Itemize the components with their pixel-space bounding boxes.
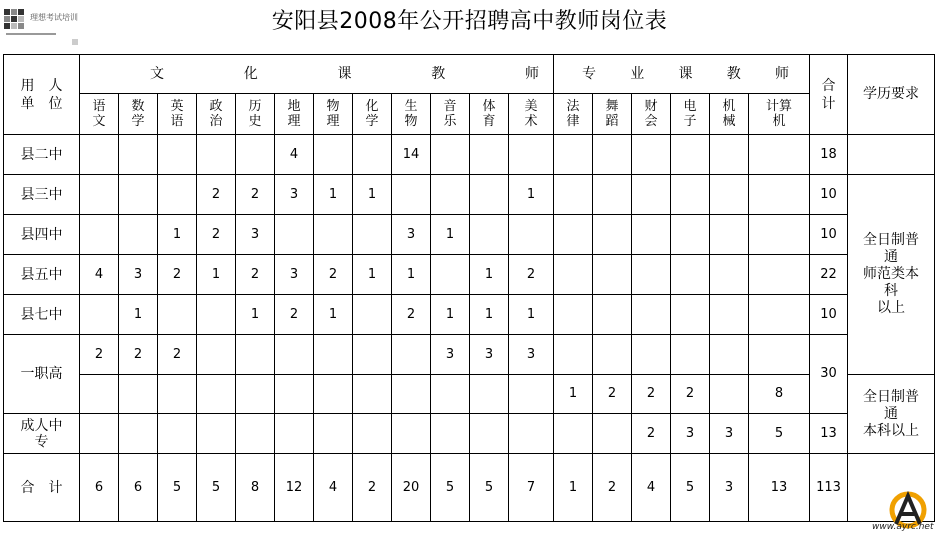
table-cell: 2 (158, 335, 197, 375)
table-cell: 2 (314, 255, 353, 295)
table-cell: 1 (431, 295, 470, 335)
row-unit: 合 计 (4, 454, 80, 522)
table-cell: 6 (80, 454, 119, 522)
table-cell (749, 215, 810, 255)
recruitment-table (3, 54, 935, 522)
row-total: 10 (810, 295, 848, 335)
table-cell: 3 (470, 335, 509, 375)
row-total: 22 (810, 255, 848, 295)
row-unit: 县二中 (4, 135, 80, 175)
table-cell (119, 215, 158, 255)
unit-header: 用 人 单 位 (4, 55, 80, 135)
subject-header: 美 术 (509, 94, 554, 135)
table-cell (392, 414, 431, 454)
table-cell (80, 295, 119, 335)
table-cell: 2 (392, 295, 431, 335)
table-cell (593, 215, 632, 255)
watermark-logo-icon (868, 488, 938, 540)
table-cell (119, 375, 158, 414)
subject-header: 数 学 (119, 94, 158, 135)
table-cell (353, 295, 392, 335)
table-cell: 13 (749, 454, 810, 522)
table-cell (632, 215, 671, 255)
table-cell (749, 135, 810, 175)
table-cell: 1 (314, 295, 353, 335)
table-cell: 3 (710, 414, 749, 454)
table-cell: 5 (197, 454, 236, 522)
table-cell: 3 (710, 454, 749, 522)
table-cell: 1 (554, 454, 593, 522)
row-total: 13 (810, 414, 848, 454)
table-cell (431, 135, 470, 175)
table-cell (671, 295, 710, 335)
table-cell (275, 215, 314, 255)
table-cell (392, 175, 431, 215)
table-cell: 2 (80, 335, 119, 375)
subject-header: 物 理 (314, 94, 353, 135)
table-cell (671, 175, 710, 215)
row-unit: 成人中 专 (4, 414, 80, 454)
table-cell (632, 295, 671, 335)
table-cell (710, 375, 749, 414)
table-row (4, 255, 935, 295)
table-cell: 2 (632, 414, 671, 454)
table-cell (353, 414, 392, 454)
table-cell (554, 175, 593, 215)
table-cell: 1 (119, 295, 158, 335)
table-cell (593, 414, 632, 454)
table-cell (671, 135, 710, 175)
table-cell (632, 255, 671, 295)
table-cell (158, 414, 197, 454)
subject-header: 舞 蹈 (593, 94, 632, 135)
row-total: 113 (810, 454, 848, 522)
table-cell: 3 (509, 335, 554, 375)
table-cell: 3 (671, 414, 710, 454)
table-cell: 2 (632, 375, 671, 414)
table-cell (749, 255, 810, 295)
table-cell (353, 135, 392, 175)
table-cell (710, 215, 749, 255)
table-cell: 4 (80, 255, 119, 295)
table-cell (197, 414, 236, 454)
table-cell: 2 (158, 255, 197, 295)
table-cell (158, 375, 197, 414)
row-unit: 县五中 (4, 255, 80, 295)
table-cell (119, 135, 158, 175)
table-cell (632, 175, 671, 215)
table-cell: 5 (470, 454, 509, 522)
table-cell (314, 414, 353, 454)
row-unit: 县三中 (4, 175, 80, 215)
table-cell (431, 375, 470, 414)
table-cell (314, 215, 353, 255)
table-cell (119, 175, 158, 215)
table-row (4, 135, 935, 175)
table-cell: 1 (554, 375, 593, 414)
table-cell: 1 (509, 175, 554, 215)
table-cell: 1 (353, 255, 392, 295)
table-cell (593, 135, 632, 175)
table-cell: 2 (509, 255, 554, 295)
table-cell (392, 335, 431, 375)
table-row (4, 175, 935, 215)
table-cell: 5 (671, 454, 710, 522)
table-cell (593, 335, 632, 375)
table-cell (671, 255, 710, 295)
table-cell (353, 375, 392, 414)
row-total: 30 (810, 335, 848, 414)
education-header: 学历要求 (848, 55, 935, 135)
table-cell: 12 (275, 454, 314, 522)
table-cell (236, 135, 275, 175)
education-cell: 全日制普 通 本科以上 (848, 375, 935, 454)
table-cell: 1 (314, 175, 353, 215)
logo-text: 理想考试培训 (30, 13, 78, 22)
table-cell: 7 (509, 454, 554, 522)
subject-header: 政 治 (197, 94, 236, 135)
table-cell: 4 (275, 135, 314, 175)
table-row (4, 335, 935, 375)
subject-header: 法 律 (554, 94, 593, 135)
table-cell (158, 175, 197, 215)
table-cell: 1 (353, 175, 392, 215)
table-cell: 3 (275, 255, 314, 295)
table-cell: 1 (431, 215, 470, 255)
table-cell (314, 375, 353, 414)
header-row-1 (4, 55, 935, 94)
table-cell (710, 295, 749, 335)
table-cell (353, 215, 392, 255)
table-cell (470, 375, 509, 414)
subject-header: 电 子 (671, 94, 710, 135)
table-cell (80, 135, 119, 175)
table-cell: 5 (431, 454, 470, 522)
table-cell (431, 414, 470, 454)
table-cell (710, 255, 749, 295)
table-cell (554, 295, 593, 335)
table-cell (554, 414, 593, 454)
row-total: 10 (810, 175, 848, 215)
table-cell (314, 135, 353, 175)
culture-teachers-header: 文 化 课 教 师 (80, 55, 554, 94)
table-cell (509, 215, 554, 255)
table-cell: 1 (158, 215, 197, 255)
table-cell (431, 255, 470, 295)
subject-header: 化 学 (353, 94, 392, 135)
table-cell (593, 175, 632, 215)
table-cell (236, 375, 275, 414)
page-title: 安阳县2008年公开招聘高中教师岗位表 (271, 9, 668, 34)
table-cell: 5 (749, 414, 810, 454)
table-cell (671, 215, 710, 255)
table-row (4, 375, 935, 414)
table-row (4, 295, 935, 335)
table-cell: 2 (236, 255, 275, 295)
table-cell: 3 (119, 255, 158, 295)
row-unit: 县四中 (4, 215, 80, 255)
table-cell: 1 (509, 295, 554, 335)
row-unit: 一职高 (4, 335, 80, 414)
table-cell: 3 (275, 175, 314, 215)
table-cell (554, 255, 593, 295)
table-cell (275, 414, 314, 454)
total-header: 合 计 (810, 55, 848, 135)
table-cell (671, 335, 710, 375)
table-cell (158, 135, 197, 175)
table-cell (593, 255, 632, 295)
table-cell (554, 335, 593, 375)
table-cell: 2 (197, 215, 236, 255)
table-cell (197, 135, 236, 175)
table-cell: 20 (392, 454, 431, 522)
table-cell (197, 295, 236, 335)
table-cell (119, 414, 158, 454)
table-cell: 4 (314, 454, 353, 522)
table-cell (749, 295, 810, 335)
major-teachers-header: 专 业 课 教 师 (554, 55, 810, 94)
table-cell (80, 375, 119, 414)
table-cell (80, 175, 119, 215)
table-cell (509, 414, 554, 454)
education-cell: 全日制普 通 师范类本 科 以上 (848, 175, 935, 375)
row-total: 10 (810, 215, 848, 255)
table-cell: 3 (392, 215, 431, 255)
table-cell: 1 (392, 255, 431, 295)
table-cell (80, 414, 119, 454)
table-row (4, 414, 935, 454)
table-cell: 2 (236, 175, 275, 215)
table-cell (749, 175, 810, 215)
table-cell (80, 215, 119, 255)
subject-header: 音 乐 (431, 94, 470, 135)
table-cell (509, 375, 554, 414)
table-cell (470, 414, 509, 454)
table-cell: 3 (236, 215, 275, 255)
subject-header: 机 械 (710, 94, 749, 135)
table-cell (275, 375, 314, 414)
table-row (4, 215, 935, 255)
table-cell: 1 (197, 255, 236, 295)
subject-header: 生 物 (392, 94, 431, 135)
row-unit: 县七中 (4, 295, 80, 335)
table-cell: 6 (119, 454, 158, 522)
table-cell: 14 (392, 135, 431, 175)
table-cell (710, 135, 749, 175)
table-cell (275, 335, 314, 375)
table-cell (470, 135, 509, 175)
subject-header: 财 会 (632, 94, 671, 135)
table-cell: 2 (671, 375, 710, 414)
table-cell (470, 175, 509, 215)
table-cell: 8 (749, 375, 810, 414)
table-cell (236, 414, 275, 454)
table-cell: 1 (236, 295, 275, 335)
table-cell (158, 295, 197, 335)
table-cell (749, 335, 810, 375)
subject-row (4, 94, 935, 135)
table-cell (554, 135, 593, 175)
table-cell (392, 375, 431, 414)
table-cell (197, 335, 236, 375)
table-cell (353, 335, 392, 375)
table-cell: 1 (470, 295, 509, 335)
education-cell-empty (848, 135, 935, 175)
subject-header: 计算 机 (749, 94, 810, 135)
table-cell: 3 (431, 335, 470, 375)
table-cell (710, 335, 749, 375)
subject-header: 历 史 (236, 94, 275, 135)
table-cell: 8 (236, 454, 275, 522)
table-cell (710, 175, 749, 215)
table-cell: 2 (353, 454, 392, 522)
table-cell (197, 375, 236, 414)
subject-header: 语 文 (80, 94, 119, 135)
sum-row (4, 454, 935, 522)
table-cell (470, 215, 509, 255)
table-cell: 4 (632, 454, 671, 522)
table-cell (632, 335, 671, 375)
table-cell: 1 (470, 255, 509, 295)
subject-header: 地 理 (275, 94, 314, 135)
table-cell: 2 (593, 375, 632, 414)
table-cell (314, 335, 353, 375)
table-cell (431, 175, 470, 215)
table-cell: 2 (119, 335, 158, 375)
table-cell (554, 215, 593, 255)
table-cell: 2 (275, 295, 314, 335)
watermark-text: www.ayrc.net (872, 522, 934, 532)
table-cell (593, 295, 632, 335)
table-cell: 5 (158, 454, 197, 522)
table-cell (236, 335, 275, 375)
row-total: 18 (810, 135, 848, 175)
subject-header: 体 育 (470, 94, 509, 135)
table-cell (509, 135, 554, 175)
table-cell (632, 135, 671, 175)
table-cell: 2 (197, 175, 236, 215)
subject-header: 英 语 (158, 94, 197, 135)
table-cell: 2 (593, 454, 632, 522)
